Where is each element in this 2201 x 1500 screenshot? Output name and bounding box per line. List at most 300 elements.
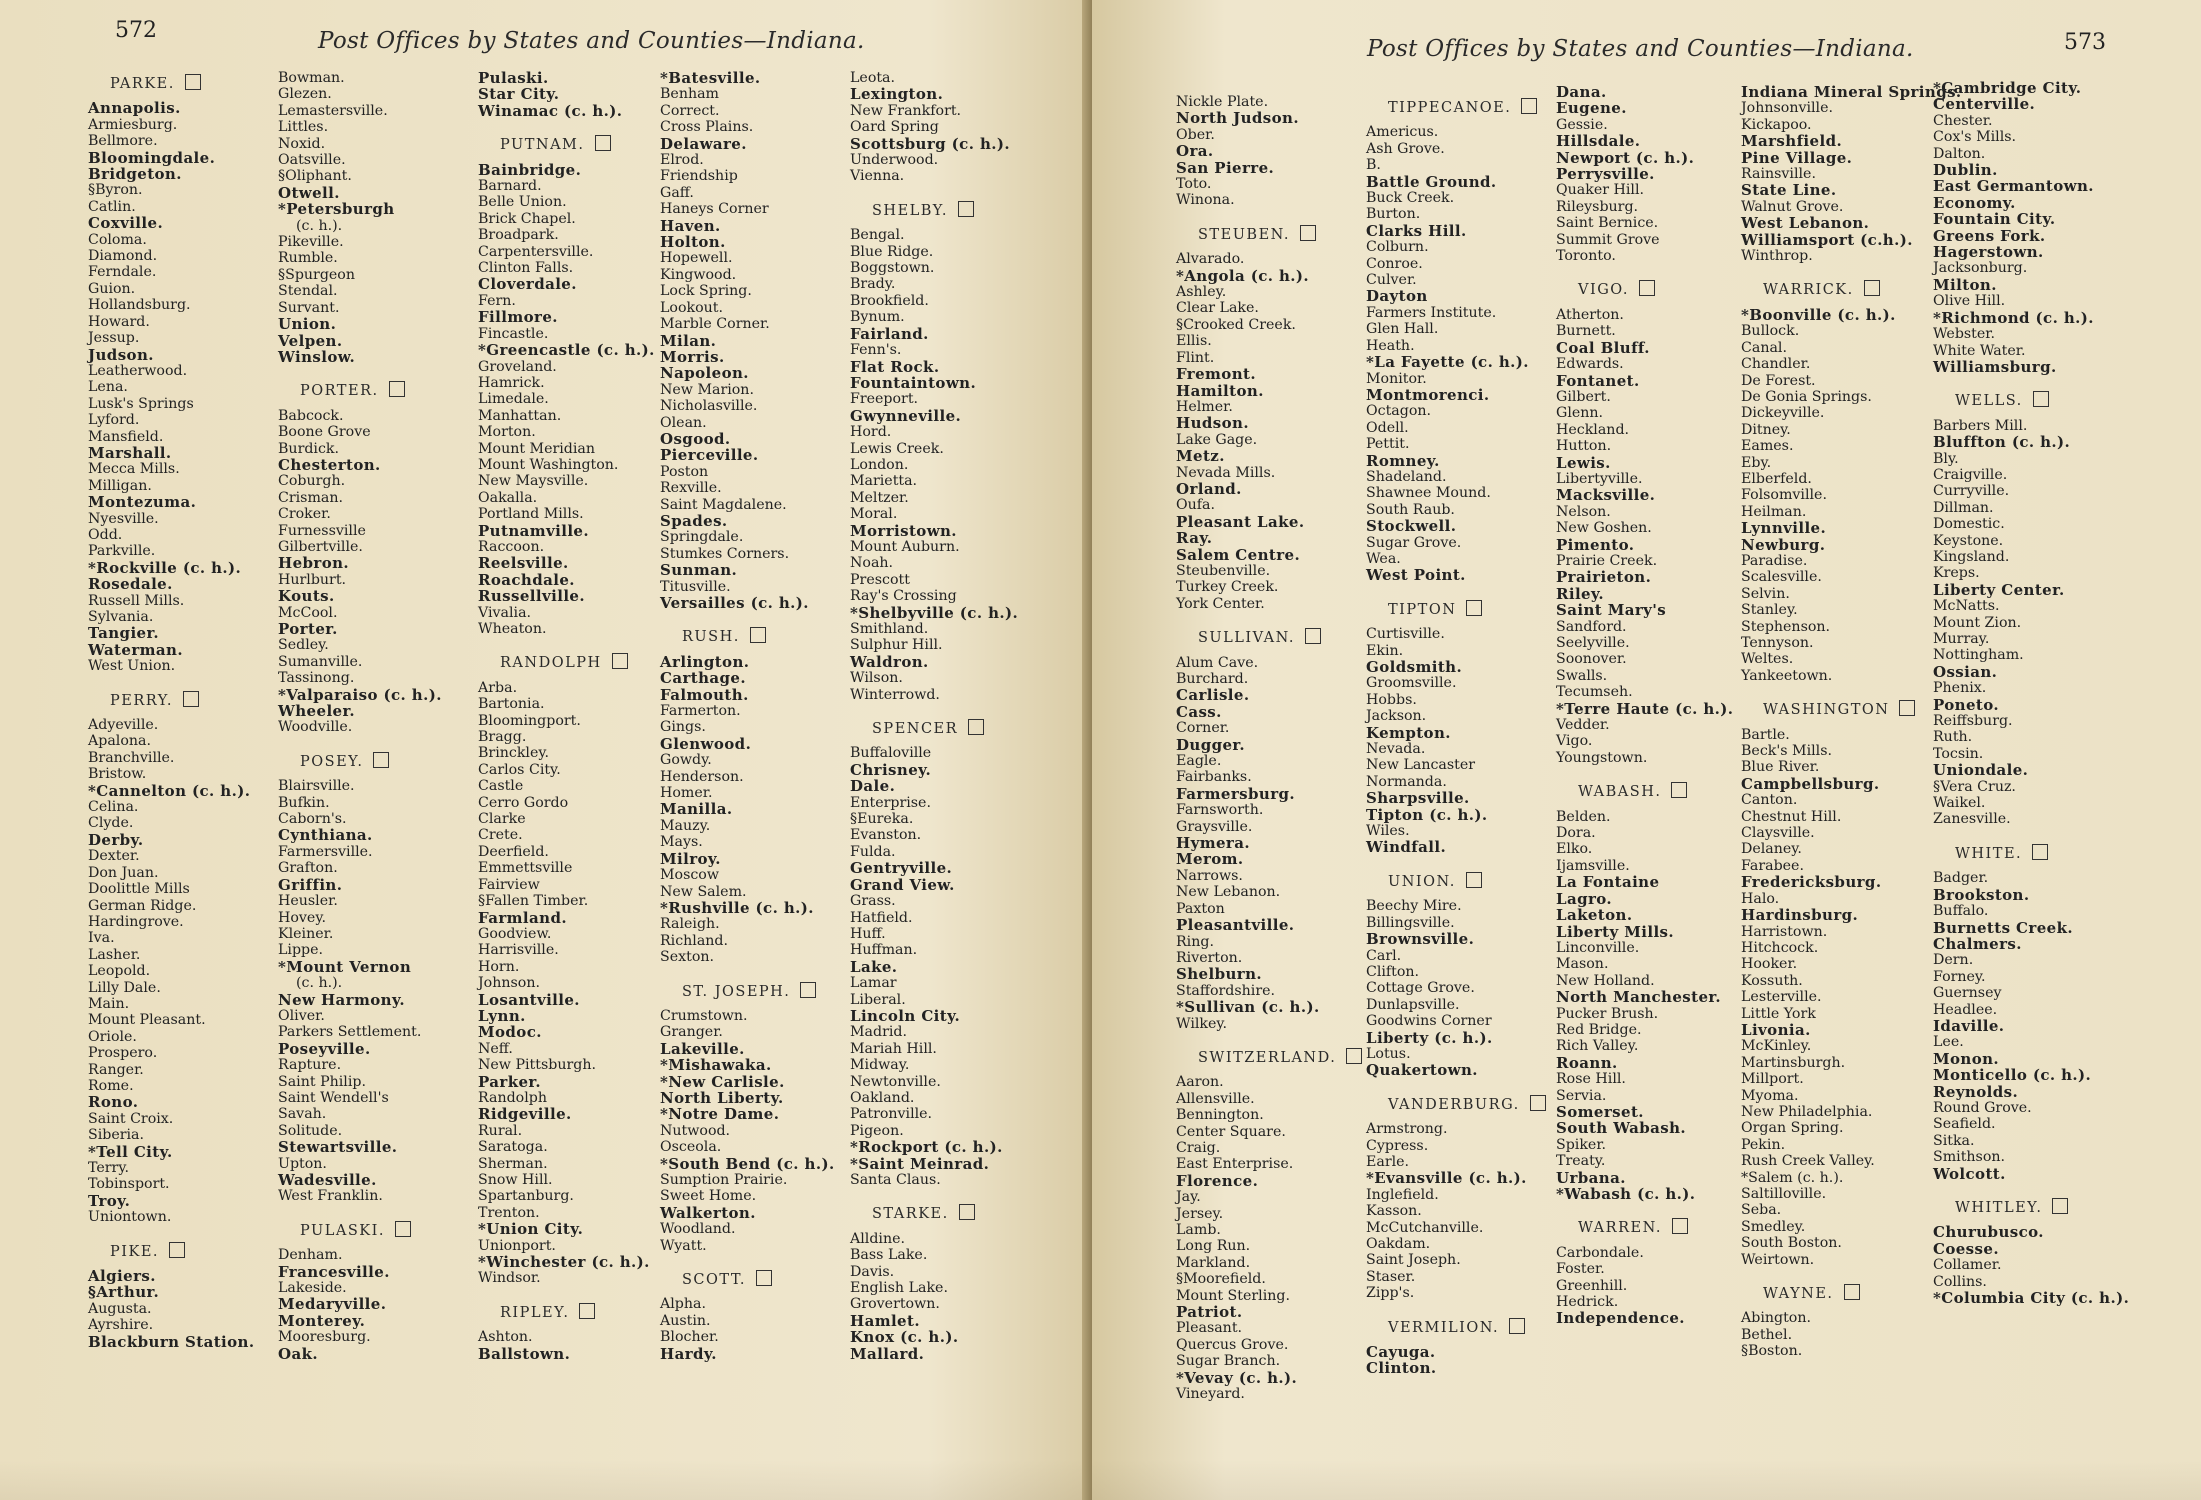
post-office-entry: Staffordshire. bbox=[1176, 982, 1276, 999]
post-office-entry: Otwell. bbox=[278, 183, 340, 202]
post-office-entry: West Lebanon. bbox=[1741, 214, 1870, 233]
post-office-entry: Lock Spring. bbox=[660, 283, 752, 300]
post-office-entry: West Franklin. bbox=[278, 1188, 383, 1205]
post-office-entry: Sweet Home. bbox=[660, 1188, 757, 1205]
post-office-entry: Inglefield. bbox=[1366, 1186, 1439, 1203]
post-office-entry: Doolittle Mills bbox=[88, 881, 190, 898]
post-office-entry: Dern. bbox=[1933, 952, 1974, 969]
post-office-entry: Mason. bbox=[1556, 956, 1609, 973]
post-office-entry: Hamrick. bbox=[478, 374, 545, 391]
post-office-entry: Lamar bbox=[850, 975, 897, 992]
post-office-entry: Napoleon. bbox=[660, 364, 749, 383]
post-office-entry: Nicholasville. bbox=[660, 398, 758, 415]
post-office-entry: Caborn's. bbox=[278, 811, 347, 828]
post-office-entry: Oak. bbox=[278, 1344, 319, 1363]
post-office-entry: Snow Hill. bbox=[478, 1172, 553, 1188]
post-office-entry: Millport. bbox=[1741, 1071, 1804, 1088]
post-office-entry: Independence. bbox=[1556, 1309, 1685, 1328]
post-office-entry: Mallard. bbox=[850, 1344, 925, 1363]
post-office-entry: Cypress. bbox=[1366, 1137, 1429, 1154]
post-office-entry: Bengal. bbox=[850, 227, 905, 244]
county-heading bbox=[1366, 600, 1556, 618]
post-office-entry: Main. bbox=[88, 995, 130, 1012]
post-office-entry: Nelson. bbox=[1556, 503, 1611, 520]
post-office-entry: West Union. bbox=[88, 658, 176, 675]
county-name: ST. JOSEPH. bbox=[682, 983, 791, 1000]
post-office-entry: Elrod. bbox=[660, 152, 704, 169]
post-office-entry: Oliver. bbox=[278, 1007, 325, 1024]
post-office-entry: Leota. bbox=[850, 70, 896, 86]
post-office-entry: Lesterville. bbox=[1741, 989, 1822, 1006]
post-office-entry: Earle. bbox=[1366, 1153, 1410, 1170]
post-office-entry: *Greencastle (c. h.). bbox=[478, 341, 655, 360]
post-office-entry: Fountaintown. bbox=[850, 373, 977, 392]
post-office-entry: East Germantown. bbox=[1933, 177, 2094, 196]
post-office-entry: Francesville. bbox=[278, 1262, 390, 1281]
post-office-entry: Evanston. bbox=[850, 827, 922, 844]
county-name: WHITLEY. bbox=[1955, 1200, 2043, 1216]
post-office-entry: Pettit. bbox=[1366, 436, 1410, 453]
post-office-entry: Clinton. bbox=[1366, 1359, 1437, 1378]
post-office-entry: Yankeetown. bbox=[1741, 667, 1833, 684]
post-office-entry: San Pierre. bbox=[1176, 158, 1275, 177]
post-office-entry: Bridgeton. bbox=[88, 165, 182, 184]
post-office-entry: Jessup. bbox=[88, 330, 140, 347]
post-office-entry: Ayrshire. bbox=[88, 1317, 154, 1334]
post-office-entry: Nickle Plate. bbox=[1176, 94, 1269, 110]
post-office-entry: Farmersville. bbox=[278, 843, 373, 860]
post-office-entry: Heilman. bbox=[1741, 503, 1807, 520]
post-office-entry: Blairsville. bbox=[278, 778, 355, 795]
post-office-entry: Smedley. bbox=[1741, 1218, 1806, 1235]
post-office-entry: Pleasant. bbox=[1176, 1320, 1243, 1337]
post-office-entry: Oakalla. bbox=[478, 489, 538, 506]
post-office-entry: Sexton. bbox=[660, 949, 715, 966]
post-office-entry: Huff. bbox=[850, 925, 886, 942]
post-office-entry: Scalesville. bbox=[1741, 569, 1822, 586]
post-office-entry: Lena. bbox=[88, 379, 128, 396]
county-name: WELLS. bbox=[1955, 393, 2023, 410]
post-office-entry: Hord. bbox=[850, 424, 892, 441]
post-office-entry: Lamb. bbox=[1176, 1222, 1221, 1238]
post-office-entry: Cayuga. bbox=[1366, 1343, 1436, 1362]
post-office-entry: Perrysville. bbox=[1556, 165, 1655, 184]
post-office-entry: Clarks Hill. bbox=[1366, 221, 1467, 240]
post-office-entry: Saint Joseph. bbox=[1366, 1252, 1461, 1269]
post-office-entry: Benham bbox=[660, 86, 720, 103]
post-office-entry: Bartonia. bbox=[478, 696, 545, 713]
post-office-entry: Groomsville. bbox=[1366, 675, 1457, 692]
post-office-entry: Olean. bbox=[660, 414, 707, 431]
post-office-entry: Heath. bbox=[1366, 337, 1415, 354]
checkbox-mark-icon bbox=[595, 135, 611, 151]
post-office-entry: *Shelbyville (c. h.). bbox=[850, 603, 1019, 622]
post-office-entry: Kingsland. bbox=[1933, 548, 2010, 565]
post-office-entry: Pleasant Lake. bbox=[1176, 512, 1305, 531]
post-office-entry: Algiers. bbox=[88, 1267, 156, 1286]
post-office-entry: Vigo. bbox=[1556, 733, 1593, 750]
post-office-entry: Granger. bbox=[660, 1024, 723, 1041]
post-office-entry: Ashton. bbox=[478, 1329, 533, 1346]
post-office-entry: Weirtown. bbox=[1741, 1251, 1815, 1268]
post-office-entry: Dayton bbox=[1366, 287, 1428, 306]
post-office-entry: Tangier. bbox=[88, 624, 160, 643]
post-office-entry: Saint Croix. bbox=[88, 1110, 174, 1127]
post-office-entry: Modoc. bbox=[478, 1023, 542, 1042]
post-office-entry: Grand View. bbox=[850, 875, 955, 894]
post-office-entry: Judson. bbox=[88, 345, 154, 364]
post-office-entry: Lynn. bbox=[478, 1006, 526, 1025]
post-office-entry: Lakeside. bbox=[278, 1280, 347, 1297]
post-office-entry: Oakdam. bbox=[1366, 1236, 1431, 1252]
county-heading bbox=[1741, 1284, 1933, 1302]
county-heading bbox=[1176, 628, 1366, 646]
post-office-entry: Leatherwood. bbox=[88, 362, 188, 379]
post-office-entry: Cerro Gordo bbox=[478, 794, 569, 811]
county-heading bbox=[278, 752, 478, 770]
post-office-entry: Raleigh. bbox=[660, 916, 720, 933]
post-office-entry: Neff. bbox=[478, 1040, 513, 1057]
post-office-entry: Noah. bbox=[850, 555, 894, 572]
post-office-entry: Gentryville. bbox=[850, 859, 953, 878]
post-office-entry: Tecumseh. bbox=[1556, 684, 1633, 701]
post-office-entry: Bufkin. bbox=[278, 794, 330, 811]
post-office-entry: Russellville. bbox=[478, 587, 585, 606]
county-heading bbox=[478, 1303, 660, 1321]
post-office-entry: Zipp's. bbox=[1366, 1285, 1415, 1302]
post-office-entry: Roachdale. bbox=[478, 570, 575, 589]
post-office-entry: Oatsville. bbox=[278, 152, 346, 169]
post-office-entry: Eagle. bbox=[1176, 753, 1222, 770]
post-office-entry: Greens Fork. bbox=[1933, 226, 2046, 245]
post-office-entry: Swalls. bbox=[1556, 667, 1608, 684]
post-office-entry: Goldsmith. bbox=[1366, 658, 1463, 676]
post-office-entry: Kouts. bbox=[278, 587, 335, 606]
post-office-entry: Kingwood. bbox=[660, 266, 737, 283]
post-office-entry: Mount Meridian bbox=[478, 440, 596, 457]
post-office-entry: Newport (c. h.). bbox=[1556, 148, 1695, 167]
left-column-5 bbox=[850, 70, 1065, 1362]
post-office-entry: Rural. bbox=[478, 1122, 523, 1139]
post-office-entry: Mount Auburn. bbox=[850, 538, 960, 555]
post-office-entry: Stockwell. bbox=[1366, 517, 1457, 536]
post-office-entry: Wiles. bbox=[1366, 823, 1410, 840]
post-office-entry: Union. bbox=[278, 315, 337, 334]
post-office-entry: Kleiner. bbox=[278, 925, 334, 942]
post-office-entry: Haven. bbox=[660, 216, 721, 235]
post-office-entry: Marshall. bbox=[88, 443, 172, 462]
post-office-entry: Grafton. bbox=[278, 860, 338, 877]
post-office-entry: Derby. bbox=[88, 830, 144, 849]
post-office-entry: Falmouth. bbox=[660, 685, 749, 704]
post-office-entry: Johnsonville. bbox=[1741, 100, 1833, 117]
post-office-entry: Marble Corner. bbox=[660, 316, 770, 333]
post-office-entry: Horn. bbox=[478, 958, 520, 975]
post-office-entry: Riley. bbox=[1556, 584, 1605, 603]
post-office-entry: Leopold. bbox=[88, 963, 151, 980]
post-office-entry: Burdick. bbox=[278, 440, 340, 457]
post-office-entry: Parkers Settlement. bbox=[278, 1024, 422, 1041]
post-office-entry: Octagon. bbox=[1366, 403, 1432, 420]
post-office-entry: Velpen. bbox=[278, 331, 343, 350]
post-office-entry: Saint Philip. bbox=[278, 1073, 366, 1090]
post-office-entry: Seafield. bbox=[1933, 1116, 1996, 1133]
county-name: TIPPECANOE. bbox=[1388, 100, 1512, 116]
post-office-entry: Coxville. bbox=[88, 214, 164, 233]
post-office-entry: Brownsville. bbox=[1366, 930, 1475, 949]
post-office-entry: Huffman. bbox=[850, 942, 918, 959]
post-office-entry: Howard. bbox=[88, 313, 150, 330]
post-office-entry: Hutton. bbox=[1556, 438, 1612, 455]
post-office-entry: Burnett. bbox=[1556, 323, 1616, 340]
post-office-entry: Woodland. bbox=[660, 1221, 736, 1238]
post-office-entry: Cross Plains. bbox=[660, 119, 754, 136]
post-office-entry: Somerset. bbox=[1556, 1102, 1644, 1121]
post-office-entry: Brick Chapel. bbox=[478, 210, 576, 227]
checkbox-mark-icon bbox=[1509, 1318, 1525, 1334]
post-office-entry: Scottsburg (c. h.). bbox=[850, 134, 1011, 153]
post-office-entry: *Evansville (c. h.). bbox=[1366, 1169, 1527, 1188]
post-office-entry: Smithland. bbox=[850, 621, 929, 637]
right-column-2 bbox=[1366, 94, 1556, 1377]
post-office-entry: Ridgeville. bbox=[478, 1105, 572, 1124]
post-office-entry: Barbers Mill. bbox=[1933, 417, 2028, 434]
county-name: UNION. bbox=[1388, 873, 1456, 890]
post-office-entry: Curtisville. bbox=[1366, 626, 1445, 643]
post-office-entry: Kasson. bbox=[1366, 1203, 1422, 1220]
county-name: SWITZERLAND. bbox=[1198, 1049, 1337, 1066]
post-office-entry: Hillsdale. bbox=[1556, 132, 1641, 151]
post-office-entry: Bristow. bbox=[88, 766, 147, 783]
county-heading bbox=[278, 1221, 478, 1239]
post-office-entry: Markland. bbox=[1176, 1254, 1251, 1271]
post-office-entry: New Maysville. bbox=[478, 473, 589, 490]
post-office-entry: Spades. bbox=[660, 511, 728, 530]
right-page bbox=[1092, 0, 2201, 1500]
post-office-entry: Hooker. bbox=[1741, 956, 1798, 973]
post-office-entry: *Tell City. bbox=[88, 1142, 173, 1161]
post-office-entry: Cox's Mills. bbox=[1933, 129, 2017, 146]
post-office-entry: Saratoga. bbox=[478, 1139, 548, 1156]
post-office-entry: Sumanville. bbox=[278, 653, 363, 670]
left-page bbox=[0, 0, 1092, 1500]
post-office-entry: Mount Sterling. bbox=[1176, 1287, 1290, 1304]
post-office-entry: Libertyville. bbox=[1556, 470, 1643, 487]
post-office-entry: Hebron. bbox=[278, 554, 350, 573]
post-office-entry: Osgood. bbox=[660, 429, 731, 448]
post-office-entry: Uniontown. bbox=[88, 1209, 172, 1226]
post-office-entry: New Harmony. bbox=[278, 990, 405, 1009]
post-office-entry: Fulda. bbox=[850, 843, 896, 860]
post-office-entry: Fenn's. bbox=[850, 342, 902, 359]
post-office-entry: *Rockport (c. h.). bbox=[850, 1138, 1003, 1157]
post-office-entry: Webster. bbox=[1933, 326, 1996, 343]
post-office-entry: Babcock. bbox=[278, 407, 344, 424]
post-office-entry: Belle Union. bbox=[478, 194, 567, 211]
checkbox-mark-icon bbox=[169, 1242, 185, 1258]
post-office-entry: Coal Bluff. bbox=[1556, 338, 1650, 357]
post-office-entry: Seba. bbox=[1741, 1202, 1782, 1219]
post-office-entry: Diamond. bbox=[88, 248, 158, 265]
post-office-entry: Fillmore. bbox=[478, 308, 558, 327]
post-office-entry: §Crooked Creek. bbox=[1176, 316, 1296, 333]
post-office-entry: Burchard. bbox=[1176, 671, 1249, 687]
checkbox-mark-icon bbox=[756, 1270, 772, 1286]
post-office-entry: Hollandsburg. bbox=[88, 297, 191, 314]
county-name: SPENCER bbox=[872, 721, 959, 738]
post-office-entry: Myoma. bbox=[1741, 1087, 1799, 1104]
post-office-entry: Gaff. bbox=[660, 184, 694, 201]
checkbox-mark-icon bbox=[185, 74, 201, 90]
post-office-entry: Ashley. bbox=[1176, 284, 1227, 301]
post-office-entry: Wyatt. bbox=[660, 1237, 707, 1254]
post-office-entry: Waterman. bbox=[88, 640, 183, 659]
post-office-entry: Johnson. bbox=[478, 975, 540, 992]
post-office-entry: Vineyard. bbox=[1176, 1386, 1245, 1403]
checkbox-mark-icon bbox=[1672, 1218, 1688, 1234]
post-office-entry: Cass. bbox=[1176, 702, 1222, 721]
post-office-entry: Croker. bbox=[278, 506, 331, 523]
county-name: WARREN. bbox=[1578, 1220, 1662, 1237]
post-office-entry: Saltilloville. bbox=[1741, 1186, 1827, 1202]
post-office-entry: Groveland. bbox=[478, 358, 557, 375]
post-office-entry: Uniondale. bbox=[1933, 761, 2029, 780]
post-office-entry: Morristown. bbox=[850, 521, 957, 540]
post-office-entry: Dugger. bbox=[1176, 735, 1245, 754]
post-office-entry: B. bbox=[1366, 157, 1381, 174]
post-office-entry: Windfall. bbox=[1366, 838, 1447, 857]
post-office-entry: Clifton. bbox=[1366, 963, 1420, 980]
county-heading bbox=[1366, 872, 1556, 890]
post-office-entry: Romney. bbox=[1366, 451, 1440, 470]
post-office-entry: Phenix. bbox=[1933, 680, 1987, 697]
left-column-1 bbox=[88, 70, 278, 1350]
post-office-entry: Lotus. bbox=[1366, 1045, 1411, 1062]
post-office-entry: Castle bbox=[478, 778, 524, 795]
county-heading bbox=[1556, 782, 1741, 800]
county-name: PARKE. bbox=[110, 76, 175, 92]
post-office-entry: De Gonia Springs. bbox=[1741, 388, 1872, 405]
post-office-entry: Corner. bbox=[1176, 720, 1230, 737]
post-office-entry: Crete. bbox=[478, 827, 523, 844]
post-office-entry: Hamlet. bbox=[850, 1311, 920, 1330]
left-page-shadow bbox=[0, 1460, 1092, 1500]
post-office-entry: Rainsville. bbox=[1741, 166, 1816, 183]
post-office-entry: Delaney. bbox=[1741, 841, 1802, 858]
post-office-entry: Kempton. bbox=[1366, 723, 1451, 742]
post-office-entry: Oufa. bbox=[1176, 497, 1215, 514]
post-office-entry: South Boston. bbox=[1741, 1235, 1842, 1252]
post-office-entry: New Lancaster bbox=[1366, 757, 1476, 774]
post-office-entry: Apalona. bbox=[88, 733, 151, 750]
post-office-entry: Glezen. bbox=[278, 86, 332, 103]
post-office-entry: *Rushville (c. h.). bbox=[660, 898, 814, 917]
post-office-entry: Freeport. bbox=[850, 391, 919, 408]
post-office-entry: German Ridge. bbox=[88, 897, 197, 914]
post-office-entry: Olive Hill. bbox=[1933, 293, 2006, 310]
post-office-entry: Urbana. bbox=[1556, 1168, 1626, 1187]
post-office-entry: Summit Grove bbox=[1556, 231, 1660, 248]
post-office-entry: Fontanet. bbox=[1556, 371, 1640, 390]
post-office-entry: *Sullivan (c. h.). bbox=[1176, 998, 1320, 1017]
post-office-entry: Moral. bbox=[850, 506, 898, 523]
post-office-entry: Patronville. bbox=[850, 1106, 933, 1123]
right-column-1 bbox=[1176, 94, 1366, 1402]
post-office-entry: Stanley. bbox=[1741, 602, 1798, 619]
post-office-entry: Roann. bbox=[1556, 1053, 1618, 1072]
post-office-entry: Murray. bbox=[1933, 631, 1990, 647]
post-office-entry: Center Square. bbox=[1176, 1123, 1286, 1140]
post-office-entry: Glen Hall. bbox=[1366, 321, 1439, 338]
post-office-entry: Eugene. bbox=[1556, 99, 1627, 118]
checkbox-mark-icon bbox=[1899, 700, 1915, 716]
post-office-entry: Griffin. bbox=[278, 875, 343, 894]
right-page-shadow bbox=[1092, 1460, 2201, 1500]
county-name: RUSH. bbox=[682, 629, 740, 646]
post-office-entry: Alvarado. bbox=[1176, 251, 1245, 268]
post-office-entry: Carthage. bbox=[660, 669, 746, 688]
post-office-entry: Alpha. bbox=[660, 1296, 706, 1313]
post-office-entry: Manhattan. bbox=[478, 407, 562, 424]
checkbox-mark-icon bbox=[612, 653, 628, 669]
post-office-entry: Greenhill. bbox=[1556, 1277, 1628, 1294]
county-name: WAYNE. bbox=[1763, 1286, 1834, 1303]
post-office-entry: Organ Spring. bbox=[1741, 1120, 1844, 1137]
post-office-entry: Craig. bbox=[1176, 1139, 1221, 1156]
post-office-entry: North Manchester. bbox=[1556, 988, 1721, 1007]
post-office-entry: Glenn. bbox=[1556, 405, 1604, 422]
post-office-entry: Grovertown. bbox=[850, 1296, 940, 1313]
post-office-entry: Davis. bbox=[850, 1263, 895, 1280]
post-office-entry: Lemastersville. bbox=[278, 102, 388, 119]
checkbox-mark-icon bbox=[750, 627, 766, 643]
county-name: VIGO. bbox=[1578, 282, 1629, 299]
post-office-entry: Upton. bbox=[278, 1155, 327, 1172]
county-name: RANDOLPH bbox=[500, 655, 602, 672]
post-office-entry: Billingsville. bbox=[1366, 914, 1455, 931]
post-office-entry: §Spurgeon bbox=[278, 266, 355, 283]
county-name: SHELBY. bbox=[872, 202, 949, 219]
post-office-entry: Lake Gage. bbox=[1176, 431, 1258, 448]
post-office-entry: Randolph bbox=[478, 1089, 547, 1106]
post-office-entry: *Saint Meinrad. bbox=[850, 1154, 990, 1173]
county-name: SCOTT. bbox=[682, 1272, 747, 1289]
post-office-entry: Bass Lake. bbox=[850, 1247, 928, 1264]
post-office-entry: Marshfield. bbox=[1741, 132, 1843, 151]
post-office-entry: Alum Cave. bbox=[1176, 654, 1259, 671]
post-office-entry: Farmland. bbox=[478, 908, 567, 927]
post-office-entry: Heckland. bbox=[1556, 421, 1630, 438]
post-office-entry: Bartle. bbox=[1741, 726, 1790, 743]
checkbox-mark-icon bbox=[1305, 628, 1321, 644]
post-office-entry: Brookfield. bbox=[850, 292, 929, 309]
post-office-entry: Grass. bbox=[850, 893, 896, 910]
post-office-entry: Ballstown. bbox=[478, 1344, 571, 1363]
county-heading bbox=[1176, 225, 1366, 243]
post-office-entry: Merom. bbox=[1176, 850, 1244, 869]
post-office-entry: *Cambridge City. bbox=[1933, 79, 2082, 97]
post-office-entry: Portland Mills. bbox=[478, 506, 584, 523]
post-office-entry: Quaker Hill. bbox=[1556, 182, 1645, 199]
post-office-entry: Putnamville. bbox=[478, 521, 589, 540]
post-office-entry: Patriot. bbox=[1176, 1303, 1243, 1322]
post-office-entry: Boone Grove bbox=[278, 424, 371, 441]
post-office-entry: Sugar Grove. bbox=[1366, 534, 1462, 551]
checkbox-mark-icon bbox=[1521, 98, 1537, 114]
post-office-entry: *Salem (c. h.). bbox=[1741, 1169, 1844, 1186]
post-office-entry: Newtonville. bbox=[850, 1073, 941, 1090]
county-heading bbox=[1933, 391, 2148, 409]
